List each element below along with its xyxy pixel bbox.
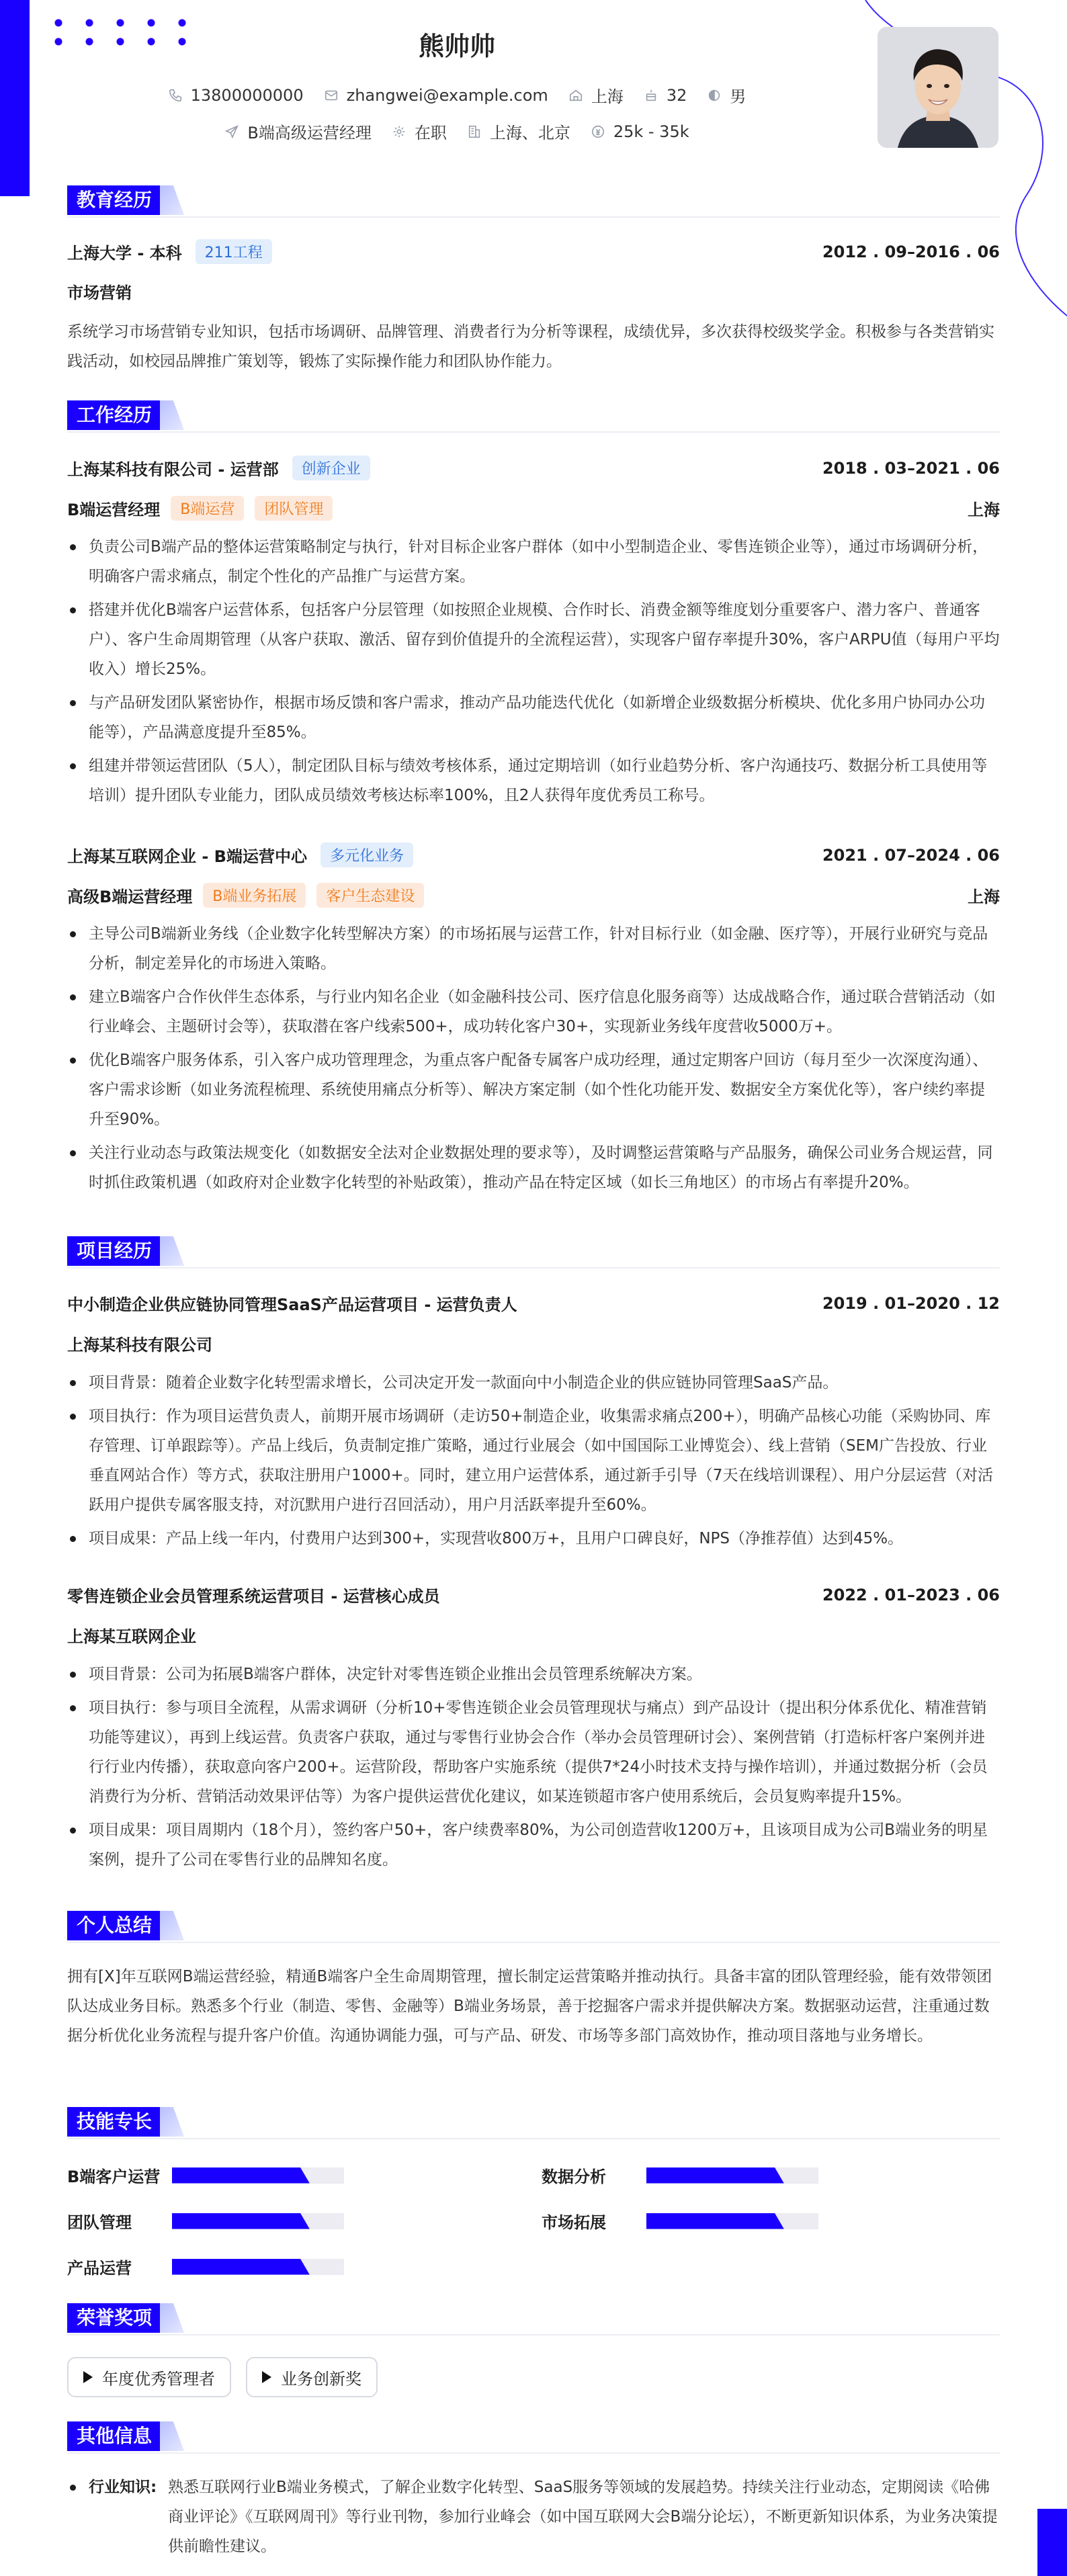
project-bullets — [67, 1368, 1000, 1557]
email-text: zhangwei@example.com — [346, 85, 548, 105]
list-item: 负责公司B端产品的整体运营策略制定与执行，针对目标企业客户群体（如中小型制造企业、零售连锁企业等），通过市场调研分析，明确客户需求痛点，制定个性化的产品推广与运营方案。 — [67, 532, 1000, 591]
company-name: 上海某科技有限公司 - 运营部 — [67, 460, 279, 479]
mail-icon — [324, 88, 339, 103]
section-title: 技能专长 — [67, 2107, 161, 2137]
section-title: 教育经历 — [67, 185, 161, 215]
skill-bar — [646, 2213, 818, 2229]
gender-text: 男 — [730, 87, 746, 106]
list-item: 项目成果：项目周期内（18个月），签约客户50+，客户续费率80%，为公司创造营收1200万+，且该项目成为公司B端业务的明星案例，提升了公司在零售行业的品牌知名度。 — [67, 1815, 1000, 1875]
job-role: 高级B端运营经理 — [67, 888, 193, 906]
section-tab-decor — [160, 400, 184, 430]
list-item: 项目执行：作为项目运营负责人，前期开展市场调研（走访50+制造企业，收集需求痛点200+），明确产品核心功能（采购协同、库存管理、订单跟踪等）。产品上线后，负责制定推广策略，通过行业展会（如中国国际工业博览会）、线上营销（SEM广告投放、行业垂直网站合作）等方式，获取注册用户1000+。同时，建立用户运营体系，通过新手引导（7天在线培训课程）、用户分层运营（对活跃用户提供专属客服支持，对沉默用户进行召回活动），用户月活跃率提升至60%。 — [67, 1402, 1000, 1520]
list-item: 建立B端客户合作伙伴生态体系，与行业内知名企业（如金融科技公司、医疗信息化服务商等）达成战略合作，通过联合营销活动（如行业峰会、主题研讨会等），获取潜在客户线索500+，成功转化客户30+，实现新业务线年度营收5000万+。 — [67, 982, 1000, 1041]
list-item: 搭建并优化B端客户运营体系，包括客户分层管理（如按照企业规模、合作时长、消费金额等维度划分重要客户、潜力客户、普通客户）、客户生命周期管理（从客户获取、激活、留存到价值提升的全流程运营），实现客户留存率提升30%，客户ARPU值（每用户平均收入）增长25%。 — [67, 595, 1000, 684]
list-item: 项目背景：随着企业数字化转型需求增长，公司决定开发一款面向中小制造企业的供应链协同管理SaaS产品。 — [67, 1368, 1000, 1398]
section-projects — [67, 1236, 1000, 1266]
skill-bar — [172, 2259, 344, 2275]
triangle-icon — [83, 2371, 93, 2383]
project-bullets — [67, 1660, 1000, 1879]
money-icon — [591, 124, 605, 139]
other-info-label: 行业知识: — [89, 2479, 157, 2496]
skill-bar-fill — [646, 2167, 784, 2184]
list-item: 项目执行：参与项目全流程，从需求调研（分析10+零售连锁企业会员管理现状与痛点）到产品设计（提出积分体系优化、精准营销功能等建议），再到上线运营。负责客户获取，通过与零售行业协会合作（举办会员管理研讨会）、案例营销（打造标杆客户案例并进行行业内传播），获取意向客户200+。运营阶段，帮助客户实施系统（提供7*24小时技术支持与操作培训），并通过数据分析（会员消费行为分析、营销活动效果评估等）为客户提供运营优化建议，如某连锁超市客户使用系统后，会员复购率提升15%。 — [67, 1693, 1000, 1811]
candidate-name: 熊帅帅 — [418, 32, 495, 61]
award-label: 年度优秀管理者 — [102, 2369, 215, 2389]
skill-name: 产品运营 — [67, 2259, 132, 2278]
section-other — [67, 2421, 1000, 2451]
skill-item — [542, 2209, 818, 2233]
work-bullets — [67, 532, 1000, 814]
award-chip — [246, 2357, 378, 2397]
job-intent-row — [0, 120, 914, 143]
skill-bar-fill — [646, 2213, 784, 2229]
section-divider — [67, 2334, 1000, 2335]
work-entry-header — [67, 456, 1000, 480]
work-city: 上海 — [968, 501, 1000, 519]
position-item — [224, 120, 371, 143]
section-divider — [67, 216, 1000, 218]
phone-icon — [168, 88, 183, 103]
work-city: 上海 — [968, 888, 1000, 906]
section-tab-decor — [160, 2107, 184, 2137]
skill-item — [67, 2255, 344, 2278]
list-item: 与产品研发团队紧密协作，根据市场反馈和客户需求，推动产品功能迭代优化（如新增企业级数据分析模块、优化多用户协同办公功能等），产品满意度提升至85%。 — [67, 688, 1000, 747]
gear-icon — [392, 124, 407, 139]
education-date: 2012 . 09–2016 . 06 — [822, 242, 1000, 261]
company-tag: 多元化业务 — [321, 843, 413, 867]
job-role: B端运营经理 — [67, 501, 161, 519]
company-name: 上海某互联网企业 - B端运营中心 — [67, 847, 307, 866]
cake-icon — [644, 88, 658, 103]
major-name: 市场营销 — [67, 284, 132, 302]
skill-item — [67, 2163, 344, 2187]
section-title: 工作经历 — [67, 400, 161, 430]
skill-bar — [172, 2167, 344, 2184]
age-item — [644, 86, 687, 105]
skill-bar-fill — [172, 2167, 310, 2184]
section-summary — [67, 1911, 1000, 1940]
award-label: 业务创新奖 — [281, 2369, 361, 2389]
other-info-list — [67, 2473, 1000, 2561]
skill-item — [67, 2209, 344, 2233]
project-date: 2019 . 01–2020 . 12 — [822, 1293, 1000, 1313]
school-tag: 211工程 — [196, 239, 272, 264]
list-item: 组建并带领运营团队（5人），制定团队目标与绩效考核体系，通过定期培训（如行业趋势分析、客户沟通技巧、数据分析工具使用等培训）提升团队专业能力，团队成员绩效考核达标率100%，且2人获得年度优秀员工称号。 — [67, 751, 1000, 810]
role-tag: B端业务拓展 — [203, 883, 306, 908]
resume-header — [0, 0, 1067, 161]
list-item: 项目成果：产品上线一年内，付费用户达到300+，实现营收800万+，且用户口碑良好，NPS（净推荐值）达到45%。 — [67, 1524, 1000, 1553]
education-description: 系统学习市场营销专业知识，包括市场调研、品牌管理、消费者行为分析等课程，成绩优异，多次获得校级奖学金。积极参与各类营销实践活动，如校园品牌推广策划等，锻炼了实际操作能力和团队协作能力。 — [67, 323, 994, 370]
project-company-row — [67, 1623, 1000, 1647]
list-item — [67, 2473, 1000, 2561]
list-item: 主导公司B端新业务线（企业数字化转型解决方案）的市场拓展与运营工作，针对目标行业（如金融、医疗等），开展行业研究与竞品分析，制定差异化的市场进入策略。 — [67, 919, 1000, 978]
section-divider — [67, 2452, 1000, 2454]
skill-item — [542, 2163, 818, 2187]
section-title: 项目经历 — [67, 1236, 161, 1266]
status-text: 在职 — [414, 124, 447, 142]
project-company-row — [67, 1332, 1000, 1355]
skill-bar-fill — [172, 2259, 310, 2275]
section-tab-decor — [160, 2303, 184, 2333]
education-entry — [67, 239, 1000, 264]
age-text: 32 — [666, 85, 687, 105]
project-date: 2022 . 01–2023 . 06 — [822, 1585, 1000, 1604]
building-icon — [467, 124, 482, 139]
section-skills — [67, 2107, 1000, 2137]
work-entry-header — [67, 843, 1000, 867]
city-text: 上海 — [591, 87, 624, 106]
section-work — [67, 400, 1000, 430]
project-header — [67, 1583, 1000, 1606]
section-tab-decor — [160, 2421, 184, 2451]
phone-item — [168, 86, 304, 105]
section-divider — [67, 1942, 1000, 1943]
skill-name: 团队管理 — [67, 2213, 132, 2232]
status-item — [392, 120, 447, 143]
project-title: 中小制造企业供应链协同管理SaaS产品运营项目 - 运营负责人 — [67, 1295, 517, 1314]
company-tag: 创新企业 — [292, 456, 370, 480]
skill-bar — [646, 2167, 818, 2184]
other-info-text: 熟悉互联网行业B端业务模式，了解企业数字化转型、SaaS服务等领域的发展趋势。持续关注行业动态，定期阅读《哈佛商业评论》《互联网周刊》等行业刊物，参加行业峰会（如中国互联网大会B端分论坛），不断更新知识体系，为业务决策提供前瞻性建议。 — [168, 2479, 998, 2555]
work-date: 2021 . 07–2024 . 06 — [822, 845, 1000, 865]
section-tab-decor — [160, 185, 184, 215]
skill-name: 市场拓展 — [542, 2213, 606, 2232]
section-title: 其他信息 — [67, 2421, 161, 2451]
avatar — [878, 27, 998, 148]
school-name: 上海大学 - 本科 — [67, 244, 182, 263]
section-divider — [67, 431, 1000, 433]
section-divider — [67, 2138, 1000, 2139]
role-tag: 客户生态建设 — [316, 883, 424, 908]
project-company: 上海某互联网企业 — [67, 1627, 196, 1646]
role-tag: B端运营 — [171, 496, 244, 521]
section-title: 荣誉奖项 — [67, 2303, 161, 2333]
home-icon — [568, 88, 583, 103]
award-chip — [67, 2357, 231, 2397]
section-awards — [67, 2303, 1000, 2333]
gender-icon — [707, 88, 722, 103]
contact-row — [0, 83, 914, 107]
work-date: 2018 . 03–2021 . 06 — [822, 458, 1000, 478]
gender-item — [707, 83, 746, 107]
section-education — [67, 185, 1000, 215]
position-text: B端高级运营经理 — [247, 124, 372, 142]
send-icon — [224, 124, 239, 139]
email-item — [324, 86, 548, 105]
section-tab-decor — [160, 1911, 184, 1940]
city-item — [568, 83, 624, 107]
skill-name: 数据分析 — [542, 2167, 606, 2186]
target-cities-item — [467, 120, 570, 143]
list-item: 优化B端客户服务体系，引入客户成功管理理念，为重点客户配备专属客户成功经理，通过定期客户回访（每月至少一次深度沟通）、客户需求诊断（如业务流程梳理、系统使用痛点分析等）、解决方案定制（如个性化功能开发、数据安全方案优化等），客户续约率提升至90%。 — [67, 1045, 1000, 1134]
list-item: 关注行业动态与政策法规变化（如数据安全法对企业数据处理的要求等），及时调整运营策略与产品服务，确保公司业务合规运营，同时抓住政策机遇（如政府对企业数字化转型的补贴政策），推动产品在特定区域（如长三角地区）的市场占有率提升20%。 — [67, 1138, 1000, 1197]
salary-item — [591, 122, 689, 141]
target-cities-text: 上海、北京 — [489, 124, 570, 142]
skill-name: B端客户运营 — [67, 2167, 161, 2186]
summary-text: 拥有[X]年互联网B端运营经验，精通B端客户全生命周期管理，擅长制定运营策略并推动执行。具备丰富的团队管理经验，能有效带领团队达成业务目标。熟悉多个行业（制造、零售、金融等）B端业务场景，善于挖掘客户需求并提供解决方案。数据驱动运营，注重通过数据分析优化业务流程与提升客户价值。沟通协调能力强，可与产品、研发、市场等多部门高效协作，推动项目落地与业务增长。 — [67, 1968, 992, 2045]
section-tab-decor — [160, 1236, 184, 1266]
work-role-row — [67, 496, 1000, 521]
skill-bar — [172, 2213, 344, 2229]
section-divider — [67, 1267, 1000, 1269]
triangle-icon — [262, 2371, 271, 2383]
phone-text: 13800000000 — [190, 85, 304, 105]
salary-text: 25k - 35k — [613, 122, 689, 141]
project-title: 零售连锁企业会员管理系统运营项目 - 运营核心成员 — [67, 1587, 440, 1606]
list-item: 项目背景：公司为拓展B端客户群体，决定针对零售连锁企业推出会员管理系统解决方案。 — [67, 1660, 1000, 1689]
skill-bar-fill — [172, 2213, 310, 2229]
role-tag: 团队管理 — [255, 496, 333, 521]
project-header — [67, 1291, 1000, 1315]
work-role-row — [67, 883, 1000, 908]
project-company: 上海某科技有限公司 — [67, 1336, 212, 1355]
major-row — [67, 280, 1000, 303]
section-title: 个人总结 — [67, 1911, 161, 1940]
decor-right-bar — [1037, 2509, 1067, 2576]
work-bullets — [67, 919, 1000, 1201]
